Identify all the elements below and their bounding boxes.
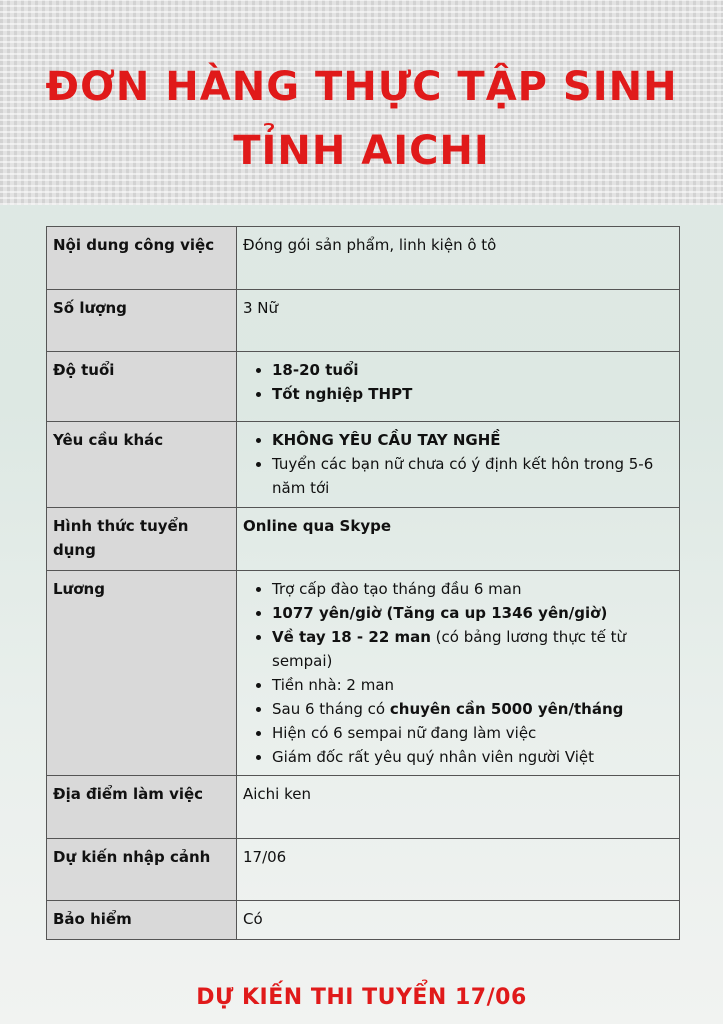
education-item: • Tốt nghiệp THPT — [272, 382, 673, 406]
salary-label: Lương — [47, 571, 237, 776]
salary-item-sempai: • Hiện có 6 sempai nữ đang làm việc — [272, 721, 673, 745]
marriage-item: • Tuyển các bạn nữ chưa có ý định kết hôn trong 5-6 năm tới — [272, 452, 673, 500]
entry-value: 17/06 — [237, 839, 680, 901]
row-other-requirements — [47, 422, 680, 508]
age-value — [237, 352, 680, 422]
row-recruitment — [47, 508, 680, 571]
salary-item-housing: • Tiền nhà: 2 man — [272, 673, 673, 697]
salary-value — [237, 571, 680, 776]
other-label: Yêu cầu khác — [47, 422, 237, 508]
quantity-value: 3 Nữ — [237, 290, 680, 352]
takehome-bold: Về tay 18 - 22 man — [272, 628, 431, 646]
job-value: Đóng gói sản phẩm, linh kiện ô tô — [237, 227, 680, 290]
row-quantity — [47, 290, 680, 352]
row-insurance — [47, 901, 680, 940]
takehome-note: (có bảng lương thực tế từ sempai) — [272, 628, 627, 670]
location-label: Địa điểm làm việc — [47, 776, 237, 839]
quantity-label: Số lượng — [47, 290, 237, 352]
row-age — [47, 352, 680, 422]
salary-item-director: • Giám đốc rất yêu quý nhân viên người Việt — [272, 745, 673, 769]
other-value — [237, 422, 680, 508]
salary-item-attendance — [272, 697, 673, 721]
job-label: Nội dung công việc — [47, 227, 237, 290]
insurance-label: Bảo hiểm — [47, 901, 237, 940]
age-item: • 18-20 tuổi — [272, 358, 673, 382]
page-title-line-2: TỈNH AICHI — [233, 128, 490, 174]
recruit-label: Hình thức tuyển dụng — [47, 508, 237, 571]
salary-item-hourly: • 1077 yên/giờ (Tăng ca up 1346 yên/giờ) — [272, 601, 673, 625]
attendance-pre: Sau 6 tháng có — [272, 700, 390, 718]
attendance-bold: chuyên cần 5000 yên/tháng — [389, 700, 624, 718]
recruit-value: Online qua Skype — [237, 508, 680, 571]
no-skill-item: • KHÔNG YÊU CẦU TAY NGHỀ — [272, 428, 673, 452]
salary-item-training: • Trợ cấp đào tạo tháng đầu 6 man — [272, 577, 673, 601]
location-value: Aichi ken — [237, 776, 680, 839]
row-job — [47, 227, 680, 290]
entry-label: Dự kiến nhập cảnh — [47, 839, 237, 901]
insurance-value: Có — [237, 901, 680, 940]
row-salary — [47, 571, 680, 776]
page-title-line-1: ĐƠN HÀNG THỰC TẬP SINH — [45, 64, 678, 110]
row-entry — [47, 839, 680, 901]
age-label: Độ tuổi — [47, 352, 237, 422]
row-location — [47, 776, 680, 839]
job-info-table — [46, 226, 680, 940]
salary-item-takehome — [272, 625, 673, 673]
exam-date-footer: DỰ KIẾN THI TUYỂN 17/06 — [196, 985, 527, 1010]
